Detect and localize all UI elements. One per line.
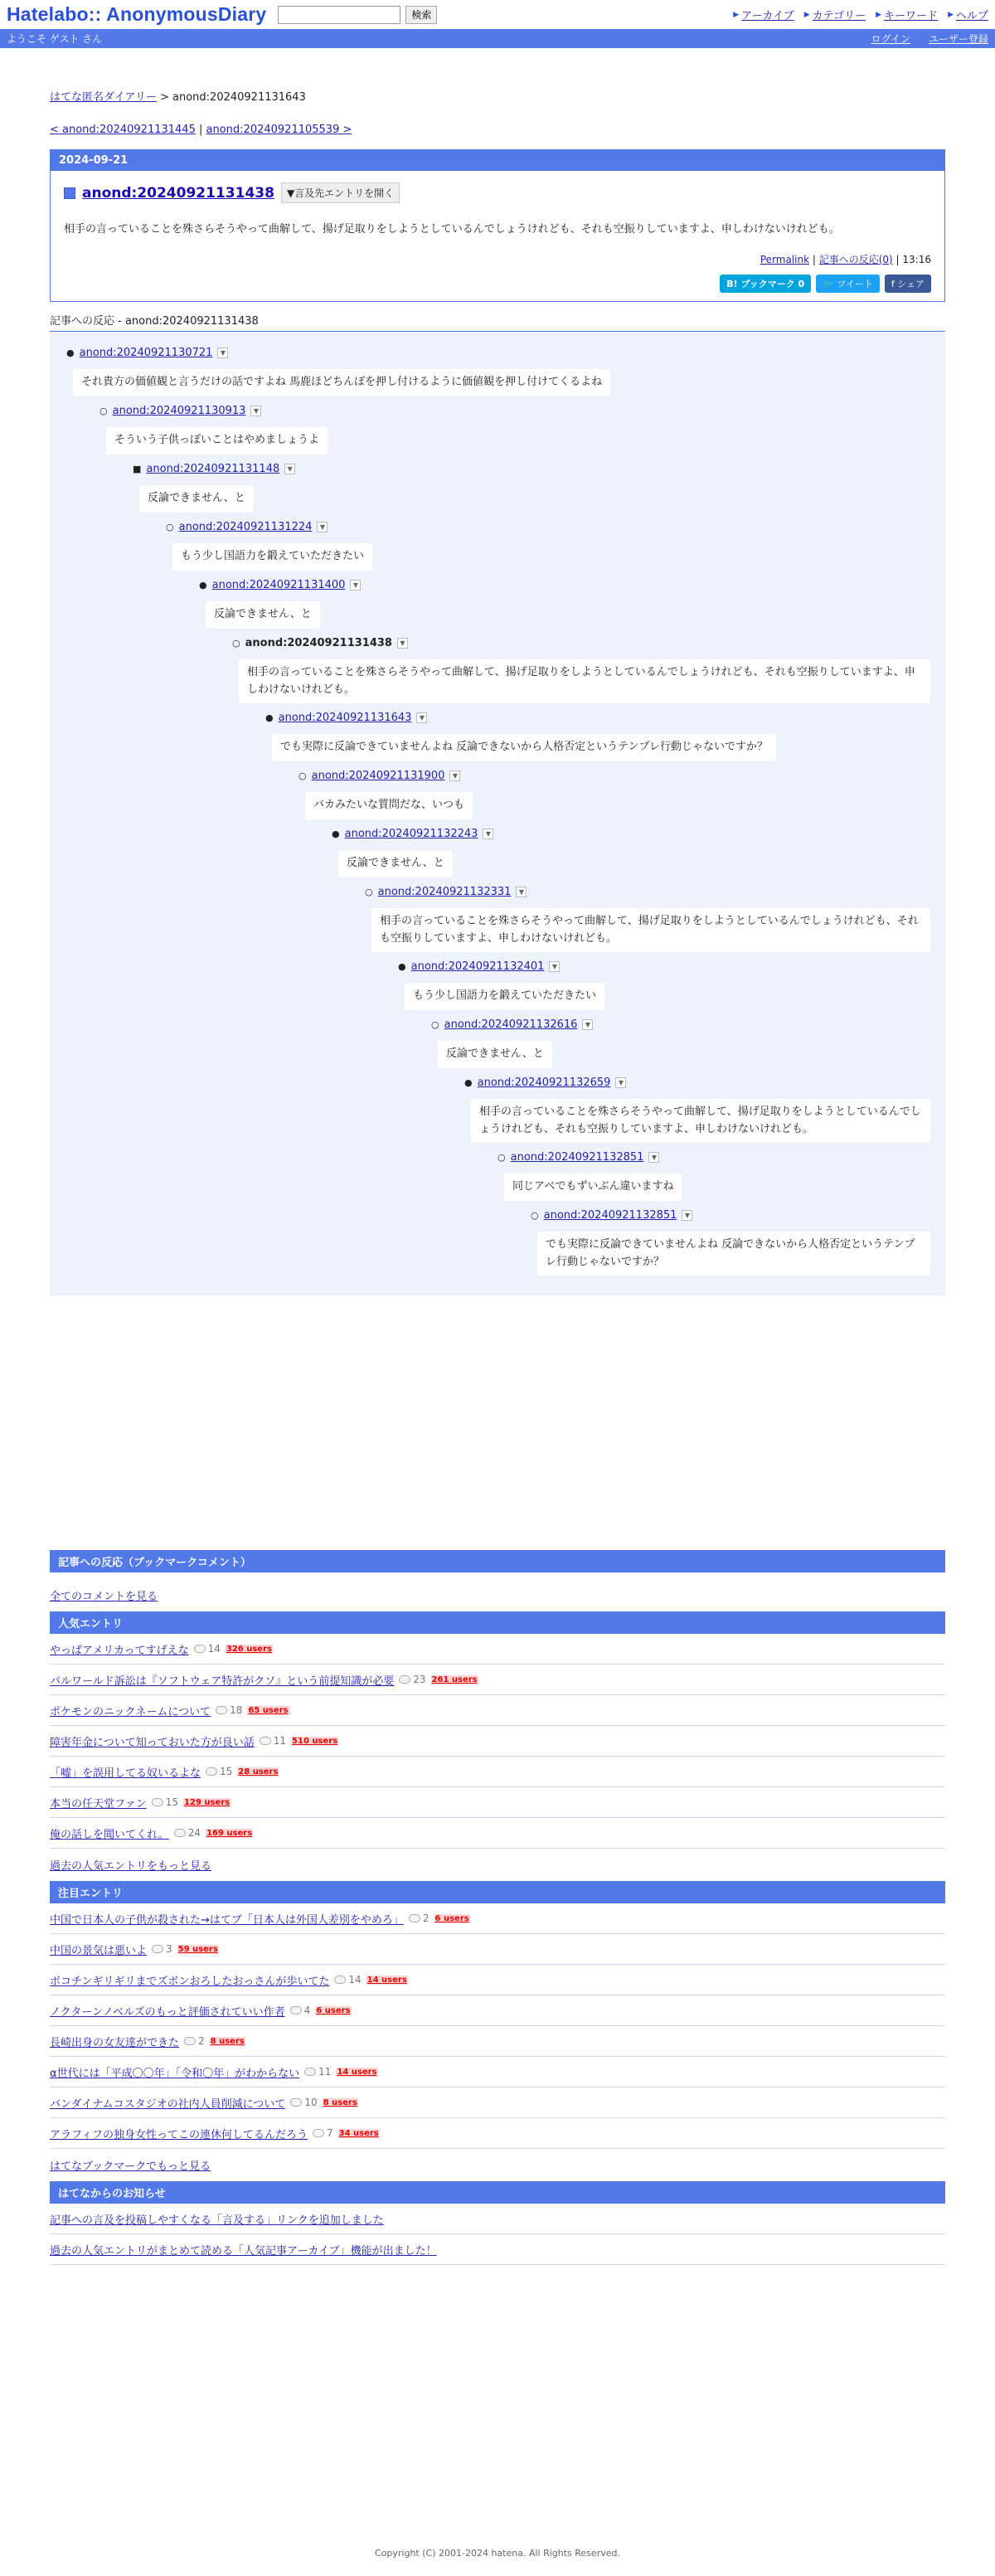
reaction-tree [50,332,945,1295]
notable-item-title[interactable]: 中国の景気は悪いよ [50,1944,148,1957]
reaction-link[interactable]: anond:20240921132659 [477,1076,611,1089]
breadcrumb: はてな匿名ダイアリー > anond:20240921131643 [50,91,306,104]
popular-item-title[interactable]: 障害年金について知っておいた方が良い話 [50,1736,255,1749]
reaction-link[interactable]: anond:20240921132851 [543,1208,677,1222]
reaction-text: 相手の言っていることを殊さらそうやって曲解して、揚げ足取りをしようとしているんでしょうけれども、それも空振りしていますよ、申しわけないけれども。 [371,908,930,953]
bookmark-users-badge[interactable]: 129 users [184,1797,231,1807]
popular-title: 人気エントリ [50,1611,945,1634]
comment-count[interactable] [206,1766,232,1777]
all-comments-link[interactable]: 全てのコメントを見る [50,1590,158,1603]
popular-item-title[interactable]: 本当の任天堂ファン [50,1797,147,1810]
reaction-node [66,347,228,359]
comment-count-value: 14 [207,1643,221,1655]
notable-item-title[interactable]: バンダイナムコスタジオの社内人員削減について [50,2097,286,2111]
notable-item [50,2118,945,2149]
reaction-node [166,521,328,533]
comment-bubble-icon [399,1675,410,1684]
entry-body: 相手の言っていることを殊さらそうやって曲解して、揚げ足取りをしようとしているんでしょうけれども、それも空振りしていますよ、申しわけないけれども。 [64,223,840,236]
bookmark-users-badge[interactable]: 261 users [431,1674,478,1684]
next-entry-link[interactable]: anond:20240921105539 > [206,124,352,136]
comment-count[interactable] [290,2005,311,2016]
reaction-text: 反論できません、と [139,485,254,513]
bookmark-users-badge[interactable]: 14 users [337,2067,377,2077]
entry-time: 13:16 [902,253,931,265]
reaction-text: でも実際に反論できていませんよね 反論できないから人格否定というテンプレ行動じゃないですか？ [272,734,776,761]
comment-count-value: 11 [273,1735,287,1747]
comment-count[interactable] [313,2127,333,2139]
triangle-right-icon: ▶ [876,10,882,19]
reaction-node [232,637,408,649]
news-item: 過去の人気エントリがまとめて読める「人気記事アーカイブ」機能が出ました！ [50,2234,945,2265]
comment-count[interactable] [216,1704,242,1716]
share-buttons [64,275,931,293]
footer-copyright: Copyright (C) 2001-2024 hatena. All Rights Reserved. [375,2548,620,2559]
popular-item [50,1695,945,1726]
bullet-icon: ○ [166,521,174,532]
popular-item [50,1634,945,1665]
nav-category[interactable]: ▶ カテゴリー [803,10,866,22]
expand-toggle-icon[interactable]: ▼ [217,348,228,358]
expand-toggle-icon[interactable]: ▼ [317,522,328,532]
bullet-icon: ■ [133,463,142,474]
entry-footer: Permalink | 記事への反応(0) | 13:16 [760,253,931,265]
reaction-link[interactable]: anond:20240921132401 [410,960,545,973]
comment-bubble-icon [216,1706,227,1714]
notable-item-title[interactable]: ボコチンギリギリまでズボンおろしたおっさんが歩いてた [50,1975,330,1988]
reaction-current-id: anond:20240921131438 [245,636,392,649]
open-references-button[interactable]: ▼言及先エントリを開く [281,182,400,203]
triangle-right-icon: ▶ [948,10,954,19]
bookmark-users-badge[interactable]: 6 users [316,2005,351,2015]
bookmark-comments-section [50,1550,945,1603]
comment-bubble-icon [313,2129,324,2137]
expand-toggle-icon[interactable]: ▼ [682,1210,692,1221]
reactions-count-link[interactable]: 記事への反応(0) [818,253,893,265]
popular-more-link[interactable]: 過去の人気エントリをもっと見る [50,1859,212,1873]
reaction-text: そういう子供っぽいことはやめましょうよ [106,427,328,454]
reaction-link[interactable]: anond:20240921130913 [112,404,246,417]
reaction-node [199,579,361,591]
comment-count-value: 15 [220,1766,233,1778]
reaction-node [100,405,261,417]
popular-item-title[interactable]: ポケモンのニックネームについて [50,1705,211,1718]
bullet-icon: ● [66,347,75,358]
reaction-text: バカみたいな質問だな、いつも [305,792,473,819]
expand-toggle-icon[interactable]: ▼ [582,1019,593,1030]
bullet-icon: ● [464,1077,473,1088]
comment-bubble-icon [409,1914,420,1922]
reaction-node [265,712,427,724]
bullet-icon: ○ [100,405,108,416]
comment-count[interactable] [174,1827,201,1839]
reaction-node [298,770,460,782]
entry-title[interactable]: anond:20240921131438 [82,184,274,202]
facebook-icon: f [891,278,895,289]
comment-count-value: 24 [187,1827,201,1840]
comment-count-value: 4 [303,2005,311,2017]
facebook-share-button[interactable]: f シェア [885,275,931,293]
bullet-icon: ○ [298,770,307,781]
notable-item [50,2057,945,2088]
comment-count-value: 2 [422,1913,430,1925]
reactions-title: 記事への反応 - anond:20240921131438 [50,312,945,332]
comment-count[interactable] [399,1674,425,1685]
expand-toggle-icon[interactable]: ▼ [483,829,493,839]
bullet-icon: ● [332,828,340,839]
bullet-icon: ● [199,579,207,591]
reaction-text: 相手の言っていることを殊さらそうやって曲解して、揚げ足取りをしようとしているんでしょうけれども、それも空振りしていますよ、申しわけないけれども。 [471,1099,930,1144]
search-input[interactable] [278,6,400,24]
main-content [50,88,945,2265]
notable-item [50,2026,945,2057]
popular-section [50,1611,945,1879]
notable-more-link[interactable]: はてなブックマークでもっと見る [50,2160,211,2173]
welcome-bar [0,29,995,48]
notable-title: 注目エントリ [50,1881,945,1903]
comment-bubble-icon [194,1645,206,1653]
comment-bubble-icon [260,1737,271,1745]
site-logo[interactable]: Hatelabo:: AnonymousDiary [7,3,267,25]
comment-bubble-icon [174,1829,186,1837]
popular-item-title[interactable]: 「嘘」を誤用してる奴いるよな [50,1767,201,1780]
reaction-text: 反論できません、と [338,850,453,877]
notable-item [50,1903,945,1934]
expand-toggle-icon[interactable]: ▼ [549,961,560,972]
search-button[interactable]: 検索 [405,6,437,24]
expand-toggle-icon[interactable]: ▼ [284,464,295,474]
reaction-text: 反論できません、と [438,1041,552,1068]
popular-item [50,1726,945,1757]
bookmark-users-badge[interactable]: 14 users [366,1975,407,1985]
comment-count-value: 15 [165,1796,179,1809]
reaction-text: でも実際に反論できていませんよね 反論できないから人格否定というテンプレ行動じゃないですか？ [537,1232,930,1276]
popular-item [50,1787,945,1818]
comment-count[interactable] [152,1943,172,1955]
header-nav [733,7,988,22]
bullet-icon: ● [398,960,406,972]
nav-archive[interactable]: ▶ アーカイブ [733,10,794,22]
comment-count[interactable] [304,2066,331,2078]
comment-count[interactable] [409,1913,430,1924]
news-title: はてなからのお知らせ [50,2181,945,2204]
bookmark-users-badge[interactable]: 65 users [248,1705,289,1715]
triangle-right-icon: ▶ [803,10,810,19]
reaction-text: もう少し国語力を鍛えていただきたい [405,983,604,1010]
prev-entry-link[interactable]: < anond:20240921131445 [50,124,196,136]
expand-toggle-icon[interactable]: ▼ [397,638,408,649]
bookmark-users-badge[interactable]: 510 users [292,1736,338,1746]
reaction-node [332,828,493,840]
bookmark-users-badge[interactable]: 28 users [238,1767,279,1776]
popular-item [50,1665,945,1695]
reaction-text: もう少し国語力を鍛えていただきたい [172,543,372,571]
expand-toggle-icon[interactable]: ▼ [615,1077,626,1088]
bookmark-users-badge[interactable]: 326 users [226,1644,272,1654]
comment-count[interactable] [152,1796,178,1808]
reaction-link[interactable]: anond:20240921132331 [377,885,512,898]
reaction-text: 反論できません、と [206,601,320,629]
bullet-icon: ○ [531,1209,539,1221]
bookmark-users-badge[interactable]: 8 users [210,2036,245,2046]
prev-next-nav: < anond:20240921131445 | anond:20240921105539 > [50,124,352,136]
hatena-bookmark-button[interactable]: B! ブックマーク 0 [720,275,811,293]
reaction-node [431,1018,593,1031]
entry-date: 2024-09-21 [51,150,944,171]
expand-toggle-icon[interactable]: ▼ [250,406,261,416]
reaction-node [365,886,527,898]
triangle-right-icon: ▶ [733,10,740,19]
expand-toggle-icon[interactable]: ▼ [449,770,460,781]
welcome-text: ようこそ ゲスト さん [7,33,103,45]
reaction-text: 相手の言っていることを殊さらそうやって曲解して、揚げ足取りをしようとしているんでしょうけれども、それも空振りしていますよ、申しわけないけれども。 [239,659,930,704]
reaction-link[interactable]: anond:20240921132851 [510,1150,644,1164]
reaction-link[interactable]: anond:20240921132616 [444,1018,578,1031]
popular-item [50,1818,945,1849]
comment-count-value: 2 [198,2035,205,2048]
comment-count-value: 14 [348,1974,362,1986]
reaction-node [133,463,295,475]
notable-item [50,1965,945,1995]
popular-item [50,1757,945,1787]
expand-toggle-icon[interactable]: ▼ [416,712,427,723]
entry-square-icon [64,187,75,199]
reaction-link[interactable]: anond:20240921132243 [344,827,478,840]
notable-item [50,1934,945,1965]
bookmark-users-badge[interactable]: 34 users [338,2128,379,2138]
nav-help[interactable]: ▶ ヘルプ [948,10,988,22]
reaction-node [464,1077,626,1089]
comment-bubble-icon [290,2006,302,2015]
comment-bubble-icon [334,1976,346,1984]
comment-count[interactable] [290,2097,317,2108]
comment-bubble-icon [152,1945,163,1953]
tweet-button[interactable]: 🐦 ツイート [816,275,880,293]
site-header [0,0,995,29]
breadcrumb-current: anond:20240921131643 [172,91,306,104]
comment-count-value: 11 [318,2066,332,2078]
popular-item-title[interactable]: 俺の話しを聞いてくれ。 [50,1828,169,1841]
comment-count-value: 7 [326,2127,333,2140]
notable-item-title[interactable]: α世代には「平成〇〇年」「令和〇年」がわからない [50,2067,300,2080]
entry-box [50,149,945,302]
bookmark-users-badge[interactable]: 169 users [206,1828,253,1838]
comment-count[interactable] [194,1643,221,1655]
comment-count-value: 18 [230,1704,243,1717]
news-section [50,2181,945,2265]
notable-item-title[interactable]: ノクターンノベルズのもっと評価されていい作者 [50,2005,285,2019]
expand-toggle-icon[interactable]: ▼ [350,580,361,591]
bookmark-users-badge[interactable]: 6 users [434,1913,469,1923]
bullet-icon: ○ [365,886,373,897]
bookmark-comments-title: 記事への反応（ブックマークコメント） [50,1550,945,1572]
expand-toggle-icon[interactable]: ▼ [648,1152,659,1163]
popular-item-title[interactable]: やっぱアメリカってすげえな [50,1644,189,1657]
notable-item-title[interactable]: 中国で日本人の子供が殺された→はてブ「日本人は外国人差別をやめろ」 [50,1913,404,1927]
reaction-link[interactable]: anond:20240921131900 [311,769,445,782]
reaction-link[interactable]: anond:20240921130721 [79,346,213,359]
comment-count-value: 10 [304,2097,318,2109]
reaction-node [398,960,560,973]
reaction-text: それ貴方の価値観と言うだけの話ですよね 馬鹿ほどちんぽを押し付けるように価値観を押し付けてくるよね [73,369,610,396]
notable-item [50,2088,945,2118]
bullet-icon: ● [265,712,274,723]
bookmark-users-badge[interactable]: 59 users [177,1944,218,1954]
comment-count[interactable] [334,1974,361,1985]
popular-item-title[interactable]: パルワールド訴訟は『ソフトウェア特許がクソ』という前提知識が必要 [50,1674,395,1688]
comment-count-value: 3 [166,1943,172,1956]
reaction-link[interactable]: anond:20240921131148 [146,462,280,475]
nav-keyword[interactable]: ▶ キーワード [876,10,939,22]
reaction-link[interactable]: anond:20240921131224 [178,520,313,533]
comment-bubble-icon [290,2098,302,2107]
reaction-link[interactable]: anond:20240921131643 [278,711,412,724]
notable-item-title[interactable]: 長崎出身の女友達ができた [50,2036,180,2049]
reaction-node [531,1209,692,1222]
expand-toggle-icon[interactable]: ▼ [516,887,527,897]
bullet-icon: ○ [232,637,240,649]
notable-item-title[interactable]: アラフィフの独身女性ってこの連休何してるんだろう [50,2128,308,2141]
reaction-node [498,1151,659,1164]
register-link[interactable]: ユーザー登録 [928,33,988,45]
permalink[interactable]: Permalink [760,253,810,265]
comment-bubble-icon [304,2068,316,2076]
notable-section [50,1881,945,2180]
comment-bubble-icon [206,1767,217,1776]
comment-count[interactable] [260,1735,286,1747]
notable-item [50,1995,945,2026]
twitter-bird-icon: 🐦 [823,278,834,289]
comment-count-value: 23 [413,1674,426,1686]
bullet-icon: ○ [498,1151,506,1163]
bullet-icon: ○ [431,1018,439,1030]
login-link[interactable]: ログイン [871,33,910,45]
comment-count[interactable] [184,2035,205,2047]
reaction-text: 同じアベでもずいぶん違いますね [504,1174,682,1201]
comment-bubble-icon [152,1798,163,1806]
bookmark-users-badge[interactable]: 8 users [323,2097,357,2107]
news-item: 記事への言及を投稿しやすくなる「言及する」リンクを追加しました [50,2204,945,2234]
comment-bubble-icon [184,2037,196,2045]
reaction-link[interactable]: anond:20240921131400 [211,578,346,591]
breadcrumb-root[interactable]: はてな匿名ダイアリー [50,91,157,104]
